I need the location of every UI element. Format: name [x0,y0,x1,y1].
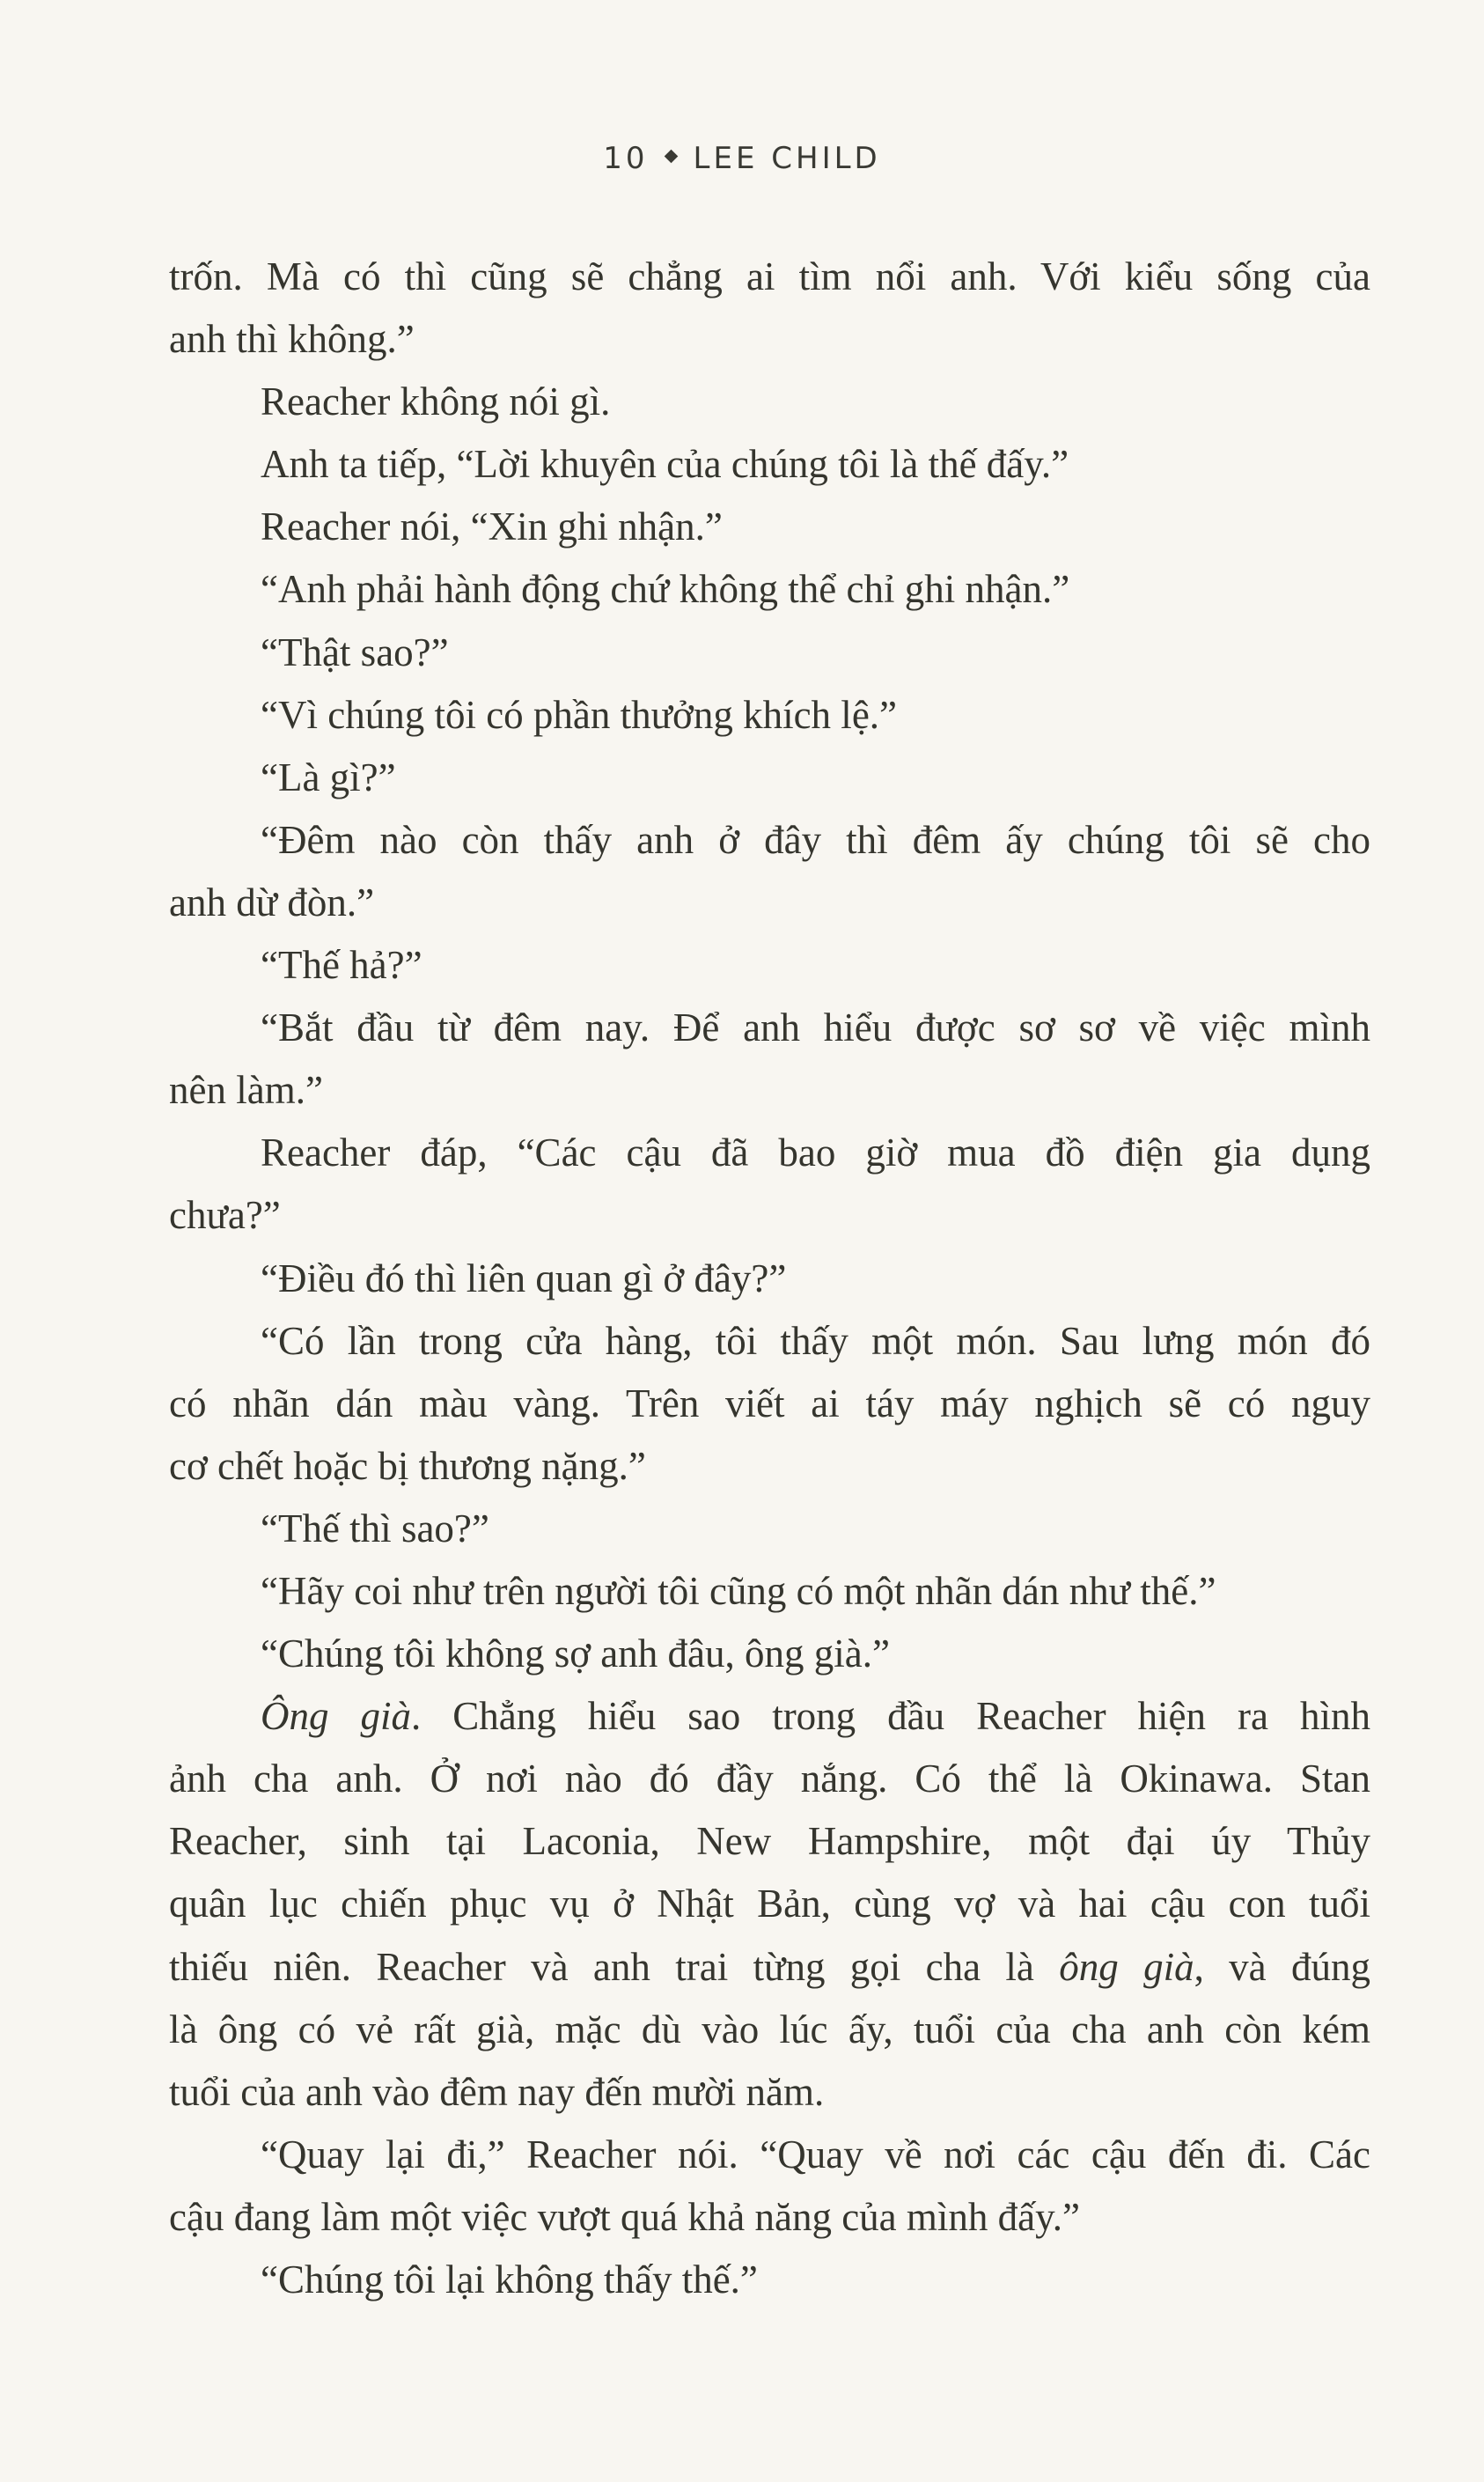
paragraph [169,1124,1370,1249]
text-line [169,561,1370,623]
paragraph [169,1313,1370,1500]
diamond-separator-icon [664,150,678,164]
text-segment: anh dừ đòn.” [169,880,375,924]
paragraph [169,2126,1370,2251]
text-segment: “Thế hả?” [261,943,422,988]
italic-text: Ông già [261,1694,411,1739]
text-segment: “Đêm nào còn thấy anh ở đây thì đêm ấy chúng tôi sẽ cho [261,817,1370,862]
text-segment: “Thật sao?” [261,630,449,674]
text-segment: “Có lần trong cửa hàng, tôi thấy một món. Sau lưng món đó [261,1318,1370,1363]
paragraph [169,1625,1370,1688]
paragraph [169,1500,1370,1563]
text-segment: “Điều đó thì liên quan gì ở đây?” [261,1256,787,1300]
paragraph [169,1688,1370,2126]
text-segment: là ông có vẻ rất già, mặc dù vào lúc ấy, tuổi của cha anh còn kém [169,2007,1370,2051]
text-segment: Reacher nói, “Xin ghi nhận.” [261,505,723,549]
text-line [169,1875,1370,1938]
paragraph [169,498,1370,561]
text-line [169,624,1370,687]
text-segment: “Anh phải hành động chứ không thể chỉ ghi nhận.” [261,567,1070,612]
text-segment: “Hãy coi như trên người tôi cũng có một nhãn dán như thế.” [261,1568,1216,1613]
text-segment: tuổi của anh vào đêm nay đến mười năm. [169,2069,825,2114]
paragraph [169,1563,1370,1625]
text-segment: “Bắt đầu từ đêm nay. Để anh hiểu được sơ sơ về việc mình [261,1005,1370,1050]
text-segment: Reacher đáp, “Các cậu đã bao giờ mua đồ điện gia dụng [261,1131,1370,1175]
text-line [169,1438,1370,1500]
text-line [169,1688,1370,1750]
text-segment: có nhãn dán màu vàng. Trên viết ai táy máy nghịch sẽ có nguy [169,1381,1370,1425]
text-line [169,937,1370,999]
body-text [169,248,1370,2314]
text-line [169,999,1370,1062]
text-segment: “Quay lại đi,” Reacher nói. “Quay về nơi các cậu đến đi. Các [261,2132,1370,2176]
italic-text: ông già [1059,1944,1194,1989]
paragraph [169,687,1370,749]
text-segment: cơ chết hoặc bị thương nặng.” [169,1443,646,1488]
text-line [169,1500,1370,1563]
text-line [169,1187,1370,1249]
text-segment: ảnh cha anh. Ở nơi nào đó đầy nắng. Có thể là Okinawa. Stan [169,1757,1370,1801]
text-line [169,1939,1370,2001]
text-line [169,248,1370,311]
text-segment: Reacher, sinh tại Laconia, New Hampshire, một đại úy Thủy [169,1819,1370,1864]
text-line [169,1313,1370,1375]
text-line [169,1062,1370,1124]
text-line [169,2126,1370,2189]
text-segment: thiếu niên. Reacher và anh trai từng gọi cha là [169,1944,1060,1989]
paragraph [169,2251,1370,2314]
page-number: 10 [603,141,649,176]
text-line [169,2064,1370,2126]
text-segment: Anh ta tiếp, “Lời khuyên của chúng tôi là thế đấy.” [261,442,1069,487]
paragraph [169,812,1370,937]
paragraph [169,248,1370,373]
text-segment: anh thì không.” [169,317,415,362]
text-line [169,1250,1370,1313]
text-segment: “Thế thì sao?” [261,1506,489,1550]
author-name: LEE CHILD [693,141,881,176]
text-segment: trốn. Mà có thì cũng sẽ chẳng ai tìm nổi anh. Với kiểu sống của [169,254,1370,298]
text-line [169,311,1370,373]
text-segment: chưa?” [169,1193,281,1238]
text-segment: , và đúng [1194,1944,1370,1989]
text-line [169,874,1370,937]
text-line [169,1563,1370,1625]
text-segment: “Vì chúng tôi có phần thưởng khích lệ.” [261,692,898,737]
paragraph [169,373,1370,436]
text-line [169,373,1370,436]
text-line [169,2251,1370,2314]
text-segment: . Chẳng hiểu sao trong đầu Reacher hiện ra hình [411,1694,1370,1739]
text-line [169,1750,1370,1813]
text-segment: “Chúng tôi lại không thấy thế.” [261,2257,758,2302]
text-line [169,436,1370,498]
paragraph [169,1250,1370,1313]
text-line [169,498,1370,561]
text-line [169,812,1370,874]
text-line [169,1625,1370,1688]
text-segment: nên làm.” [169,1068,323,1113]
text-line [169,1813,1370,1875]
paragraph [169,749,1370,812]
text-line [169,687,1370,749]
text-line [169,749,1370,812]
text-segment: cậu đang làm một việc vượt quá khả năng của mình đấy.” [169,2194,1080,2239]
text-line [169,2001,1370,2064]
paragraph [169,436,1370,498]
paragraph [169,999,1370,1124]
text-segment: quân lục chiến phục vụ ở Nhật Bản, cùng vợ và hai cậu con tuổi [169,1882,1370,1926]
text-segment: “Chúng tôi không sợ anh đâu, ông già.” [261,1631,890,1676]
paragraph [169,624,1370,687]
paragraph [169,937,1370,999]
text-segment: Reacher không nói gì. [261,379,611,424]
running-header [0,141,1484,176]
text-line [169,1124,1370,1187]
text-segment: “Là gì?” [261,755,396,799]
text-line [169,2189,1370,2251]
paragraph [169,561,1370,623]
text-line [169,1375,1370,1438]
